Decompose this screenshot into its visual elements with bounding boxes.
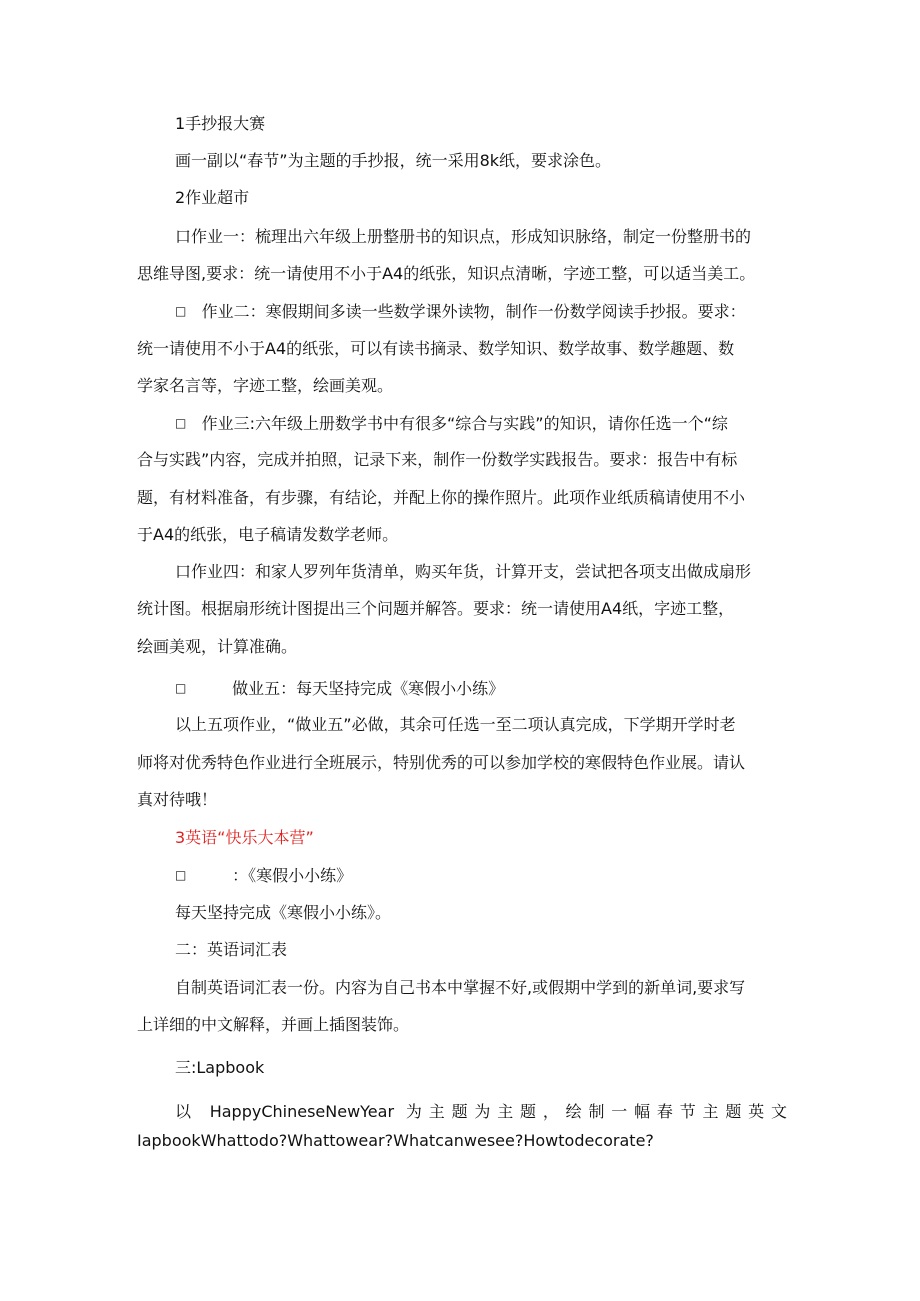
section-title-poster-contest: 1手抄报大赛: [175, 114, 266, 133]
homework-5-text: 做业五：每天坚持完成《寒假小小练》: [232, 679, 505, 698]
note-line-2: 师将对优秀特色作业进行全班展示，特别优秀的可以参加学校的寒假特色作业展。请认: [137, 753, 746, 772]
english-item-2-line-1: 自制英语词汇表一份。内容为自己书本中掌握不好,或假期中学到的新单词,要求写: [175, 978, 746, 997]
homework-2-line-1: [175, 301, 787, 322]
checkbox-icon: □: [175, 868, 187, 882]
english-item-3-line-1: 以 HappyChineseNewYear 为主题为主题，绘制一幅春节主题英文: [175, 1102, 787, 1121]
english-item-3-title: 三:Lapbook: [175, 1058, 265, 1077]
homework-4-line-2: 统计图。根据扇形统计图提出三个问题并解答。要求：统一请使用A4纸，字迹工整，: [137, 599, 735, 618]
english-item-1: [175, 865, 787, 886]
english-item-2-line-2: 上详细的中文解释，并画上插图装饰。: [137, 1015, 410, 1034]
homework-4-line-3: 绘画美观，计算准确。: [137, 637, 298, 656]
homework-3-line-1: [175, 413, 787, 434]
homework-3-line-3: 题，有材料准备，有步骤，有结论，并配上你的操作照片。此项作业纸质稿请使用不小: [137, 488, 746, 507]
homework-3-line-4: 于A4的纸张，电子稿请发数学老师。: [137, 525, 399, 544]
homework-2-line-3: 学家名言等，字迹工整，绘画美观。: [137, 376, 394, 395]
homework-5-line: [175, 678, 787, 699]
checkbox-icon: □: [175, 416, 187, 430]
homework-1-line-2: 思维导图,要求：统一请使用不小于A4的纸张，知识点清晰，字迹工整，可以适当美工。: [137, 264, 756, 283]
note-line-3: 真对待哦！: [137, 790, 218, 809]
homework-1-line-1: 口作业一：梳理出六年级上册整册书的知识点，形成知识脉络，制定一份整册书的: [175, 227, 752, 246]
section-title-homework-market: 2作业超市: [175, 188, 250, 207]
homework-3-text: 作业三:六年级上册数学书中有很多“综合与实践”的知识，请你任选一个“综: [201, 414, 728, 433]
homework-3-line-2: 合与实践”内容，完成并拍照，记录下来，制作一份数学实践报告。要求：报告中有标: [137, 450, 738, 469]
checkbox-icon: □: [175, 681, 187, 695]
english-item-1-text: ：《寒假小小练》: [232, 866, 353, 885]
english-item-1-description: 每天坚持完成《寒假小小练》。: [175, 903, 392, 922]
poster-contest-description: 画一副以“春节”为主题的手抄报，统一采用8k纸，要求涂色。: [175, 151, 612, 170]
homework-4-line-1: 口作业四：和家人罗列年货清单，购买年货，计算开支，尝试把各项支出做成扇形: [175, 562, 752, 581]
homework-2-line-2: 统一请使用不小于A4的纸张，可以有读书摘录、数学知识、数学故事、数学趣题、数: [137, 339, 735, 358]
english-item-3-line-2: IapbookWhattodo?Whattowear?Whatcanwesee?Howtodecorate?: [137, 1131, 654, 1150]
english-item-2-title: 二：英语词汇表: [175, 940, 288, 959]
note-line-1: 以上五项作业，“做业五”必做，其余可任选一至二项认真完成，下学期开学时老: [175, 715, 736, 734]
section-title-english: 3英语“快乐大本营”: [175, 828, 314, 847]
homework-2-text: 作业二：寒假期间多读一些数学课外读物，制作一份数学阅读手抄报。要求：: [201, 302, 746, 321]
checkbox-icon: □: [175, 304, 187, 318]
